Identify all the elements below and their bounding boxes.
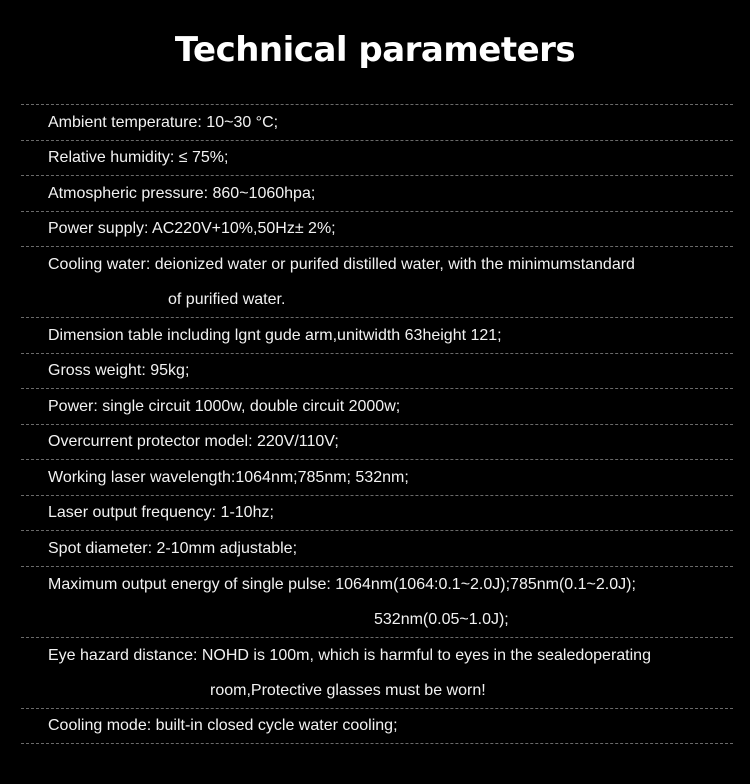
param-text: Overcurrent protector model: 220V/110V; [48,433,339,451]
param-text: Cooling mode: built-in closed cycle water cooling; [48,717,398,735]
param-row-dimension [21,318,733,353]
parameters-list [21,104,733,744]
param-row-overcurrent-protector [21,425,733,460]
param-text-continued: 532nm(0.05~1.0J); [374,610,509,628]
param-text: Spot diameter: 2-10mm adjustable; [48,539,298,557]
param-text: Power: single circuit 1000w, double circuit 2000w; [48,397,401,415]
param-row-atmospheric-pressure [21,176,733,211]
param-row-laser-wavelength [21,460,733,495]
param-row-eye-hazard [21,638,733,708]
param-text: Cooling water: deionized water or purifed distilled water, with the minimumstandard [48,256,635,273]
param-row-ambient-temperature [21,105,733,140]
page-title: Technical parameters [174,30,576,70]
param-text: Relative humidity: ≤ 75%; [48,149,229,167]
param-row-cooling-water [21,247,733,317]
param-row-gross-weight [21,354,733,389]
param-row-spot-diameter [21,531,733,566]
param-text: Working laser wavelength:1064nm;785nm; 532nm; [48,468,409,486]
param-row-relative-humidity [21,141,733,176]
param-text: Ambient temperature: 10~30 °C; [48,113,279,131]
param-text-continued: of purified water. [168,291,286,308]
param-text: Laser output frequency: 1-10hz; [48,504,274,522]
param-row-max-output-energy [21,567,733,637]
param-text: Maximum output energy of single pulse: 1064nm(1064:0.1~2.0J);785nm(0.1~2.0J); [48,575,636,593]
param-text: Gross weight: 95kg; [48,362,190,380]
param-text: Power supply: AC220V+10%,50Hz± 2%; [48,220,336,238]
param-row-power [21,389,733,424]
param-row-output-frequency [21,496,733,531]
param-text: Dimension table including lgnt gude arm,unitwidth 63height 121; [48,326,502,344]
param-text: Atmospheric pressure: 860~1060hpa; [48,184,316,202]
param-row-cooling-mode [21,709,733,744]
param-text-continued: room,Protective glasses must be worn! [210,681,486,699]
param-text: Eye hazard distance: NOHD is 100m, which is harmful to eyes in the sealedoperating [48,646,651,664]
param-row-power-supply [21,212,733,247]
